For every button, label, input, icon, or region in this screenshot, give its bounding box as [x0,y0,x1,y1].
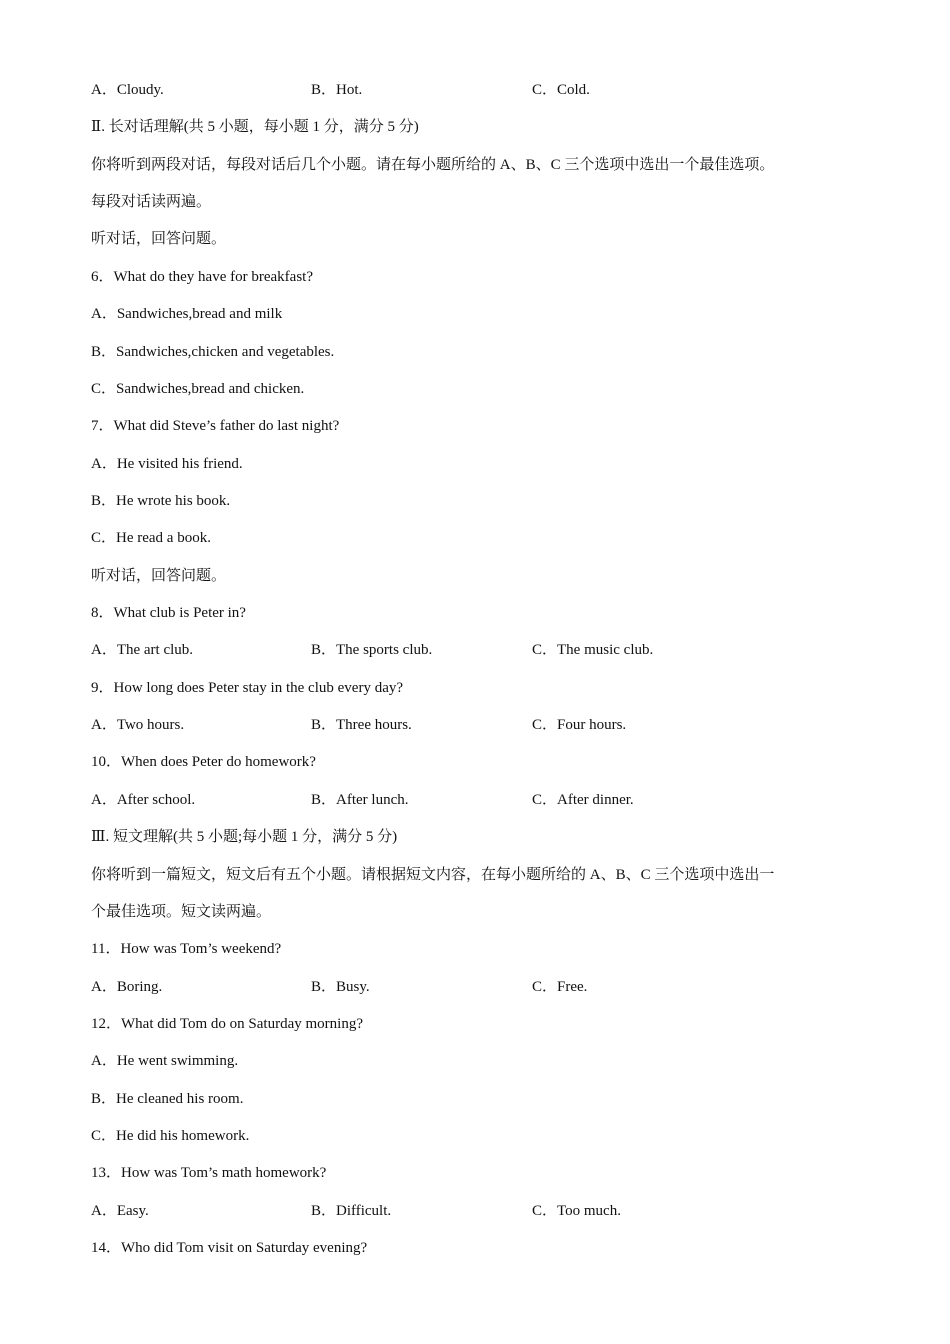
instruction-text: 你将听到一篇短文，短文后有五个小题。请根据短文内容，在每小题所给的 A、B、C 三个选项中选出一 [91,866,775,883]
answer-option: B．Busy. [311,978,370,995]
answer-option: A．After school. [91,791,196,808]
section-heading: Ⅱ. 长对话理解(共 5 小题，每小题 1 分，满分 5 分) [91,119,419,136]
exam-document [91,72,871,1268]
answer-option: C．Free. [532,978,588,995]
answer-option: C．Too much. [532,1202,621,1219]
question-text: 9．How long does Peter stay in the club every day? [91,679,404,696]
answer-option: B．Difficult. [311,1202,392,1219]
instruction-text: 每段对话读两遍。 [91,194,212,211]
answer-options-row [91,1193,871,1230]
answer-option: B．He wrote his book. [91,492,231,509]
answer-option: C．After dinner. [532,791,634,808]
answer-option: A．Two hours. [91,717,185,734]
answer-option: B．After lunch. [311,791,409,808]
question-text: 8．What club is Peter in? [91,605,246,622]
answer-option: B．Three hours. [311,717,412,734]
answer-option: A．Easy. [91,1202,149,1219]
answer-option: A．Boring. [91,978,163,995]
question-text: 10．When does Peter do homework? [91,754,316,771]
question-text: 13．How was Tom’s math homework? [91,1165,327,1182]
answer-option: C．Cold. [532,82,590,98]
question-text: 14．Who did Tom visit on Saturday evening? [91,1240,368,1257]
answer-options-row [91,632,871,669]
answer-option: B．Sandwiches,chicken and vegetables. [91,343,335,360]
instruction-text: 听对话，回答问题。 [91,231,227,248]
question-text: 11．How was Tom’s weekend? [91,941,282,958]
answer-option: A．Cloudy. [91,82,164,98]
answer-option: A．Sandwiches,bread and milk [91,306,283,323]
answer-option: C．The music club. [532,642,654,659]
instruction-text: 你将听到两段对话，每段对话后几个小题。请在每小题所给的 A、B、C 三个选项中选出一个最佳选项。 [91,156,775,173]
answer-option: C．He read a book. [91,530,211,547]
answer-option: A．He visited his friend. [91,455,243,472]
answer-option: C．Sandwiches,bread and chicken. [91,380,305,397]
instruction-text: 个最佳选项。短文读两遍。 [91,903,272,920]
answer-options-row [91,969,871,1006]
answer-option: C．Four hours. [532,717,627,734]
answer-option: A．He went swimming. [91,1053,239,1070]
answer-option: B．The sports club. [311,642,433,659]
answer-option: B．Hot. [311,82,363,98]
answer-option: B．He cleaned his room. [91,1090,244,1107]
question-text: 6．What do they have for breakfast? [91,268,313,285]
answer-option: A．The art club. [91,642,194,659]
answer-options-row [91,72,871,109]
question-text: 7．What did Steve’s father do last night? [91,418,340,435]
section-heading: Ⅲ. 短文理解(共 5 小题;每小题 1 分，满分 5 分) [91,829,398,846]
answer-options-row [91,707,871,744]
answer-options-row [91,782,871,819]
question-text: 12．What did Tom do on Saturday morning? [91,1015,363,1032]
instruction-text: 听对话，回答问题。 [91,567,227,584]
answer-option: C．He did his homework. [91,1128,250,1145]
